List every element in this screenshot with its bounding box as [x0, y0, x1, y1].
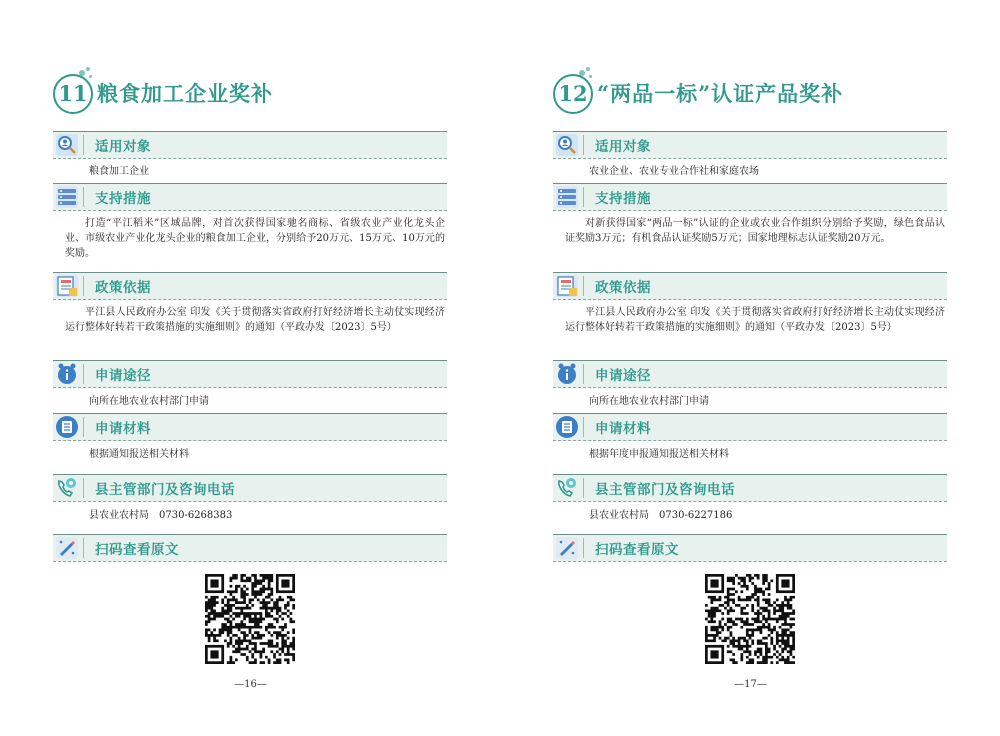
section-body: 对新获得国家“两品一标”认证的企业或农业合作组织分别给予奖励，绿色食品认证奖励3万元；有机食品认证奖励5万元；国家地理标志认证奖励20万元。 [565, 218, 945, 244]
info-alarm-icon [555, 362, 579, 386]
section-body: 平江县人民政府办公室 印发《关于贯彻落实省政府打好经济增长主动仗实现经济运行整体好转若干政策措施的实施细则》的通知（平政办发〔2023〕5号） [565, 307, 945, 333]
divider [83, 135, 84, 155]
section-header-target [553, 131, 947, 159]
section-label: 支持措施 [595, 191, 651, 207]
section-body: 根据年度申报通知报送相关材料 [589, 449, 729, 460]
server-list-icon [55, 185, 79, 209]
divider [583, 417, 584, 437]
decor-dot [586, 67, 590, 71]
section-header-basis [53, 272, 447, 300]
section-label: 县主管部门及咨询电话 [595, 482, 735, 498]
search-person-icon [55, 133, 79, 157]
divider [583, 187, 584, 207]
section-header-scan [53, 534, 447, 562]
section-label: 申请途径 [595, 368, 651, 384]
section-header-basis [553, 272, 947, 300]
section-body: 向所在地农业农村部门申请 [589, 396, 709, 407]
section-header-materials [53, 413, 447, 441]
section-body: 县农业农村局 0730-6227186 [589, 510, 733, 521]
server-list-icon [555, 185, 579, 209]
divider [83, 538, 84, 558]
document-icon [555, 274, 579, 298]
section-label: 申请材料 [95, 421, 151, 437]
divider [83, 478, 84, 498]
section-label: 政策依据 [95, 280, 151, 296]
section-body: 平江县人民政府办公室 印发《关于贯彻落实省政府打好经济增长主动仗实现经济运行整体好转若干政策措施的实施细则》的通知（平政办发〔2023〕5号） [65, 307, 445, 333]
page-number: —16— [234, 679, 267, 690]
search-person-icon [555, 133, 579, 157]
section-header-measures [553, 183, 947, 211]
section-header-channel [553, 360, 947, 388]
section-label: 政策依据 [595, 280, 651, 296]
section-body: 向所在地农业农村部门申请 [89, 396, 209, 407]
qr-code[interactable] [705, 574, 795, 664]
section-body: 根据通知报送相关材料 [89, 449, 189, 460]
item-title-text: 粮食加工企业奖补 [97, 81, 273, 106]
scan-pen-icon [555, 536, 579, 560]
divider [583, 135, 584, 155]
section-header-channel [53, 360, 447, 388]
decor-dot [589, 75, 592, 78]
item-title-text: “两品一标”认证产品奖补 [597, 81, 844, 106]
list-icon [555, 415, 579, 439]
section-header-scan [553, 534, 947, 562]
section-label: 县主管部门及咨询电话 [95, 482, 235, 498]
divider [83, 417, 84, 437]
document-icon [55, 274, 79, 298]
item-number: 11 [53, 74, 93, 114]
section-label: 适用对象 [595, 139, 651, 155]
section-header-target [53, 131, 447, 159]
divider [83, 187, 84, 207]
section-label: 适用对象 [95, 139, 151, 155]
section-label: 申请材料 [595, 421, 651, 437]
section-label: 支持措施 [95, 191, 151, 207]
item-title [553, 70, 948, 120]
section-body: 县农业农村局 0730-6268383 [89, 510, 233, 521]
qr-code[interactable] [205, 574, 295, 664]
section-label: 申请途径 [95, 368, 151, 384]
item-title [53, 70, 448, 120]
section-header-materials [553, 413, 947, 441]
divider [83, 276, 84, 296]
section-header-contact [553, 474, 947, 502]
divider [583, 538, 584, 558]
divider [583, 364, 584, 384]
section-label: 扫码查看原文 [95, 542, 179, 558]
phone-icon [555, 476, 579, 500]
phone-icon [55, 476, 79, 500]
divider [583, 478, 584, 498]
divider [583, 276, 584, 296]
section-body: 粮食加工企业 [89, 166, 149, 177]
scan-pen-icon [55, 536, 79, 560]
decor-dot [89, 75, 92, 78]
info-alarm-icon [55, 362, 79, 386]
divider [83, 364, 84, 384]
list-icon [55, 415, 79, 439]
section-body: 打造“平江稻米”区域品牌，对首次获得国家驰名商标、省级农业产业化龙头企业、市级农业产业化龙头企业的粮食加工企业，分别给予20万元、15万元、10万元的奖励。 [65, 218, 445, 259]
section-header-measures [53, 183, 447, 211]
page-number: —17— [734, 679, 767, 690]
section-label: 扫码查看原文 [595, 542, 679, 558]
section-header-contact [53, 474, 447, 502]
decor-dot [86, 67, 90, 71]
item-number: 12 [553, 74, 593, 114]
section-body: 农业企业、农业专业合作社和家庭农场 [589, 166, 759, 177]
